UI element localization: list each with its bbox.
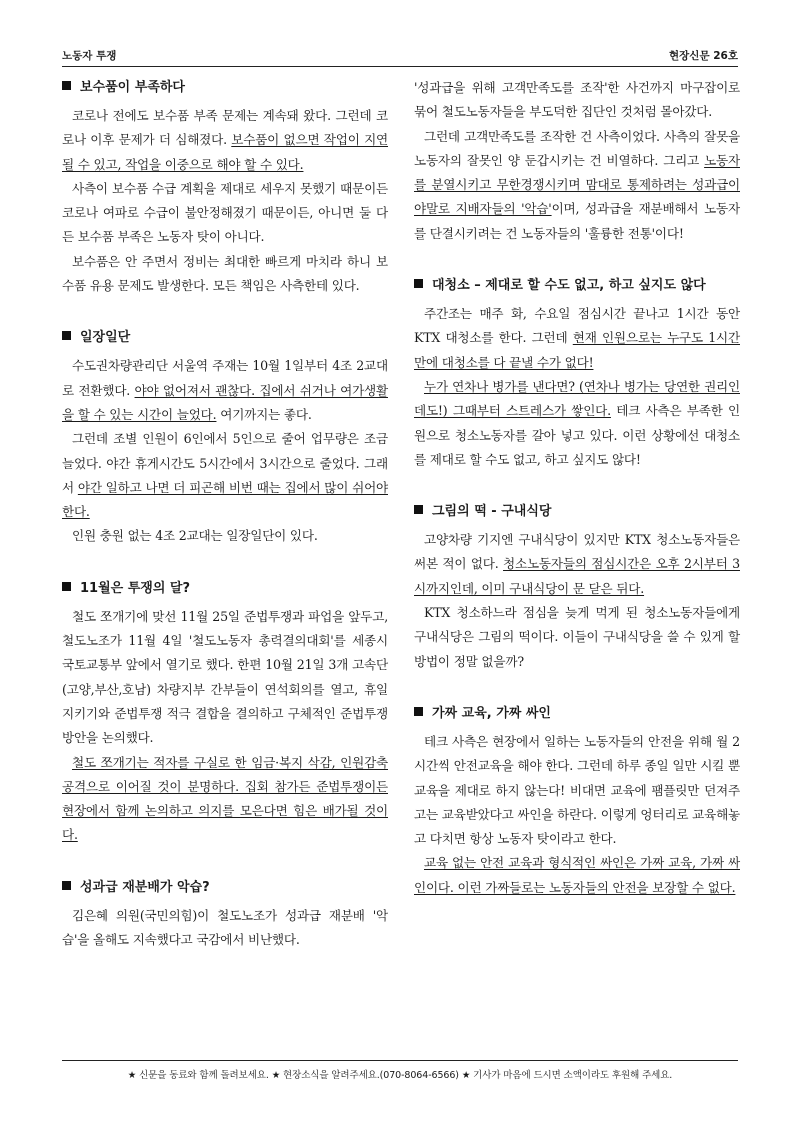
paragraph: 수도권차량관리단 서울역 주재는 10월 1일부터 4조 2교대로 전환했다. 야야 없어져서 괜찮다. 집에서 쉬거나 여가생활을 할 수 있는 시간이 늘었다. 여기까지는 좋다. bbox=[62, 358, 388, 422]
article-cleaning bbox=[414, 274, 740, 472]
article-title: 그림의 떡 - 구내식당 bbox=[414, 500, 740, 524]
paragraph: 교육 없는 안전 교육과 형식적인 싸인은 가짜 교육, 가짜 싸인이다. 이런 가짜들로는 노동자들의 안전을 보장할 수 없다. bbox=[414, 855, 740, 895]
right-column bbox=[414, 76, 740, 928]
article-spare-parts bbox=[62, 76, 388, 298]
article-pros-cons bbox=[62, 326, 388, 548]
paragraph: 인원 충원 없는 4조 2교대는 일장일단이 있다. bbox=[72, 528, 318, 544]
paragraph: 철도 쪼개기는 적자를 구실로 한 임금·복지 삭감, 인원감축 공격으로 이어질 것이 분명하다. 집회 참가든 준법투쟁이든 현장에서 함께 논의하고 의지를 모은다면 힘은 배가될 것이다. bbox=[62, 754, 388, 843]
paragraph: 보수품은 안 주면서 정비는 최대한 빠르게 마치라 하니 보수품 유용 문제도 발생한다. 모든 책임은 사측한테 있다. bbox=[62, 253, 388, 294]
paragraph: 테크 사측은 현장에서 일하는 노동자들의 안전을 위해 월 2시간씩 안전교육을 해야 한다. 그런데 하루 종일 일만 시킬 뿐 교육을 제대로 하지 않는다! 비대면 교육에 팸플릿만 던져주고는 교육받았다고 싸인을 하란다. 이렇게 엉터리로 교육해놓고 다치면 항상 노동자 탓이라고 한다. bbox=[414, 733, 740, 847]
paragraph: 코로나 전에도 보수품 부족 문제는 계속돼 왔다. 그런데 코로나 이후 문제가 더 심해졌다. 보수품이 없으면 작업이 지연될 수 있고, 작업을 이중으로 해야 할 수 있다. bbox=[62, 108, 389, 172]
article-title: 11월은 투쟁의 달? bbox=[62, 577, 388, 601]
paragraph: 철도 쪼개기에 맞선 11월 25일 준법투쟁과 파업을 앞두고, 철도노조가 11월 4일 '철도노동자 총력결의대회'를 세종시 국토교통부 앞에서 열기로 했다. 한편 10월 21일 3개 고속단(고양,부산,호남) 차량지부 간부들이 연석회의를 열고, 휴일지키기와 준법투쟁 적극 결합을 결의하고 구체적인 준법투쟁 방안을 논의했다. bbox=[62, 608, 388, 746]
article-bonus-redistribution bbox=[62, 876, 388, 953]
paragraph: 사측이 보수품 수급 계획을 제대로 세우지 못했기 때문이든 코로나 여파로 수급이 불안정해졌기 때문이든, 아니면 둘 다든 보수품 부족은 노동자 탓이 아니다. bbox=[62, 180, 388, 245]
square-bullet-icon bbox=[414, 505, 423, 514]
article-november-struggle bbox=[62, 577, 388, 848]
paragraph: 그런데 조별 인원이 6인에서 5인으로 줄어 업무량은 조금 늘었다. 야간 휴게시간도 5시간에서 3시간으로 줄었다. 그래서 야간 일하고 나면 더 피곤해 비번 때는 집에서 많이 쉬어야 한다. bbox=[62, 431, 388, 520]
article-title: 대청소 – 제대로 할 수도 없고, 하고 싶지도 않다 bbox=[414, 274, 740, 298]
article-title: 성과급 재분배가 악습? bbox=[62, 876, 388, 900]
article-title: 보수품이 부족하다 bbox=[62, 76, 388, 100]
section-label: 노동자 투쟁 bbox=[62, 50, 117, 62]
square-bullet-icon bbox=[62, 81, 71, 90]
paragraph: 그런데 고객만족도를 조작한 건 사측이었다. 사측의 잘못을 노동자의 잘못인 양 둔갑시키는 건 비열하다. 그리고 노동자를 분열시키고 무한경쟁시키며 맘대로 통제하려는 성과급이야말로 지배자들의 '악습'이며, 성과급을 재분배해서 노동자를 단결시키려는 건 노동자들의 '훌륭한 전통'이다! bbox=[414, 128, 740, 241]
paragraph: '성과급을 위해 고객만족도를 조작'한 사건까지 마구잡이로 묶어 철도노동자들을 부도덕한 집단인 것처럼 몰아갔다. bbox=[414, 80, 740, 120]
article-fake-training bbox=[414, 702, 740, 900]
square-bullet-icon bbox=[62, 582, 71, 591]
article-cafeteria bbox=[414, 500, 740, 674]
page-header bbox=[62, 44, 738, 67]
square-bullet-icon bbox=[414, 279, 423, 288]
square-bullet-icon bbox=[414, 707, 423, 716]
left-column bbox=[62, 76, 388, 980]
article-title: 일장일단 bbox=[62, 326, 388, 350]
paragraph: 누가 연차나 병가를 낸다면? (연차나 병가는 당연한 권리인데도!) 그때부터 스트레스가 쌓인다. 테크 사측은 부족한 인원으로 청소노동자를 갈아 넣고 있다. 이런 상황에선 대청소를 제대로 할 수도 없고, 하고 싶지도 않다! bbox=[414, 378, 741, 467]
paragraph: 김은혜 의원(국민의힘)이 철도노조가 성과급 재분배 '악습'을 올해도 지속했다고 국감에서 비난했다. bbox=[62, 907, 388, 948]
issue-number: 현장신문 26호 bbox=[669, 50, 738, 62]
square-bullet-icon bbox=[62, 331, 71, 340]
square-bullet-icon bbox=[62, 881, 71, 890]
paragraph: 고양차량 기지엔 구내식당이 있지만 KTX 청소노동자들은 써본 적이 없다. 청소노동자들의 점심시간은 오후 2시부터 3시까지인데, 이미 구내식당이 문 닫은 뒤다. bbox=[414, 532, 740, 596]
page-footer: ★ 신문을 동료와 함께 돌려보세요. ★ 현장소식을 알려주세요.(070-8064-6566) ★ 기사가 마음에 드시면 소액이라도 후원해 주세요. bbox=[62, 1060, 738, 1081]
paragraph: 주간조는 매주 화, 수요일 점심시간 끝나고 1시간 동안 KTX 대청소를 한다. 그런데 현재 인원으로는 누구도 1시간 만에 대청소를 다 끝낼 수가 없다! bbox=[414, 306, 740, 370]
article-title: 가짜 교육, 가짜 싸인 bbox=[414, 702, 740, 726]
article-bonus-redistribution-cont bbox=[414, 76, 740, 246]
paragraph: KTX 청소하느라 점심을 늦게 먹게 된 청소노동자들에게 구내식당은 그림의 떡이다. 이들이 구내식당을 쓸 수 있게 할 방법이 정말 없을까? bbox=[414, 605, 740, 669]
